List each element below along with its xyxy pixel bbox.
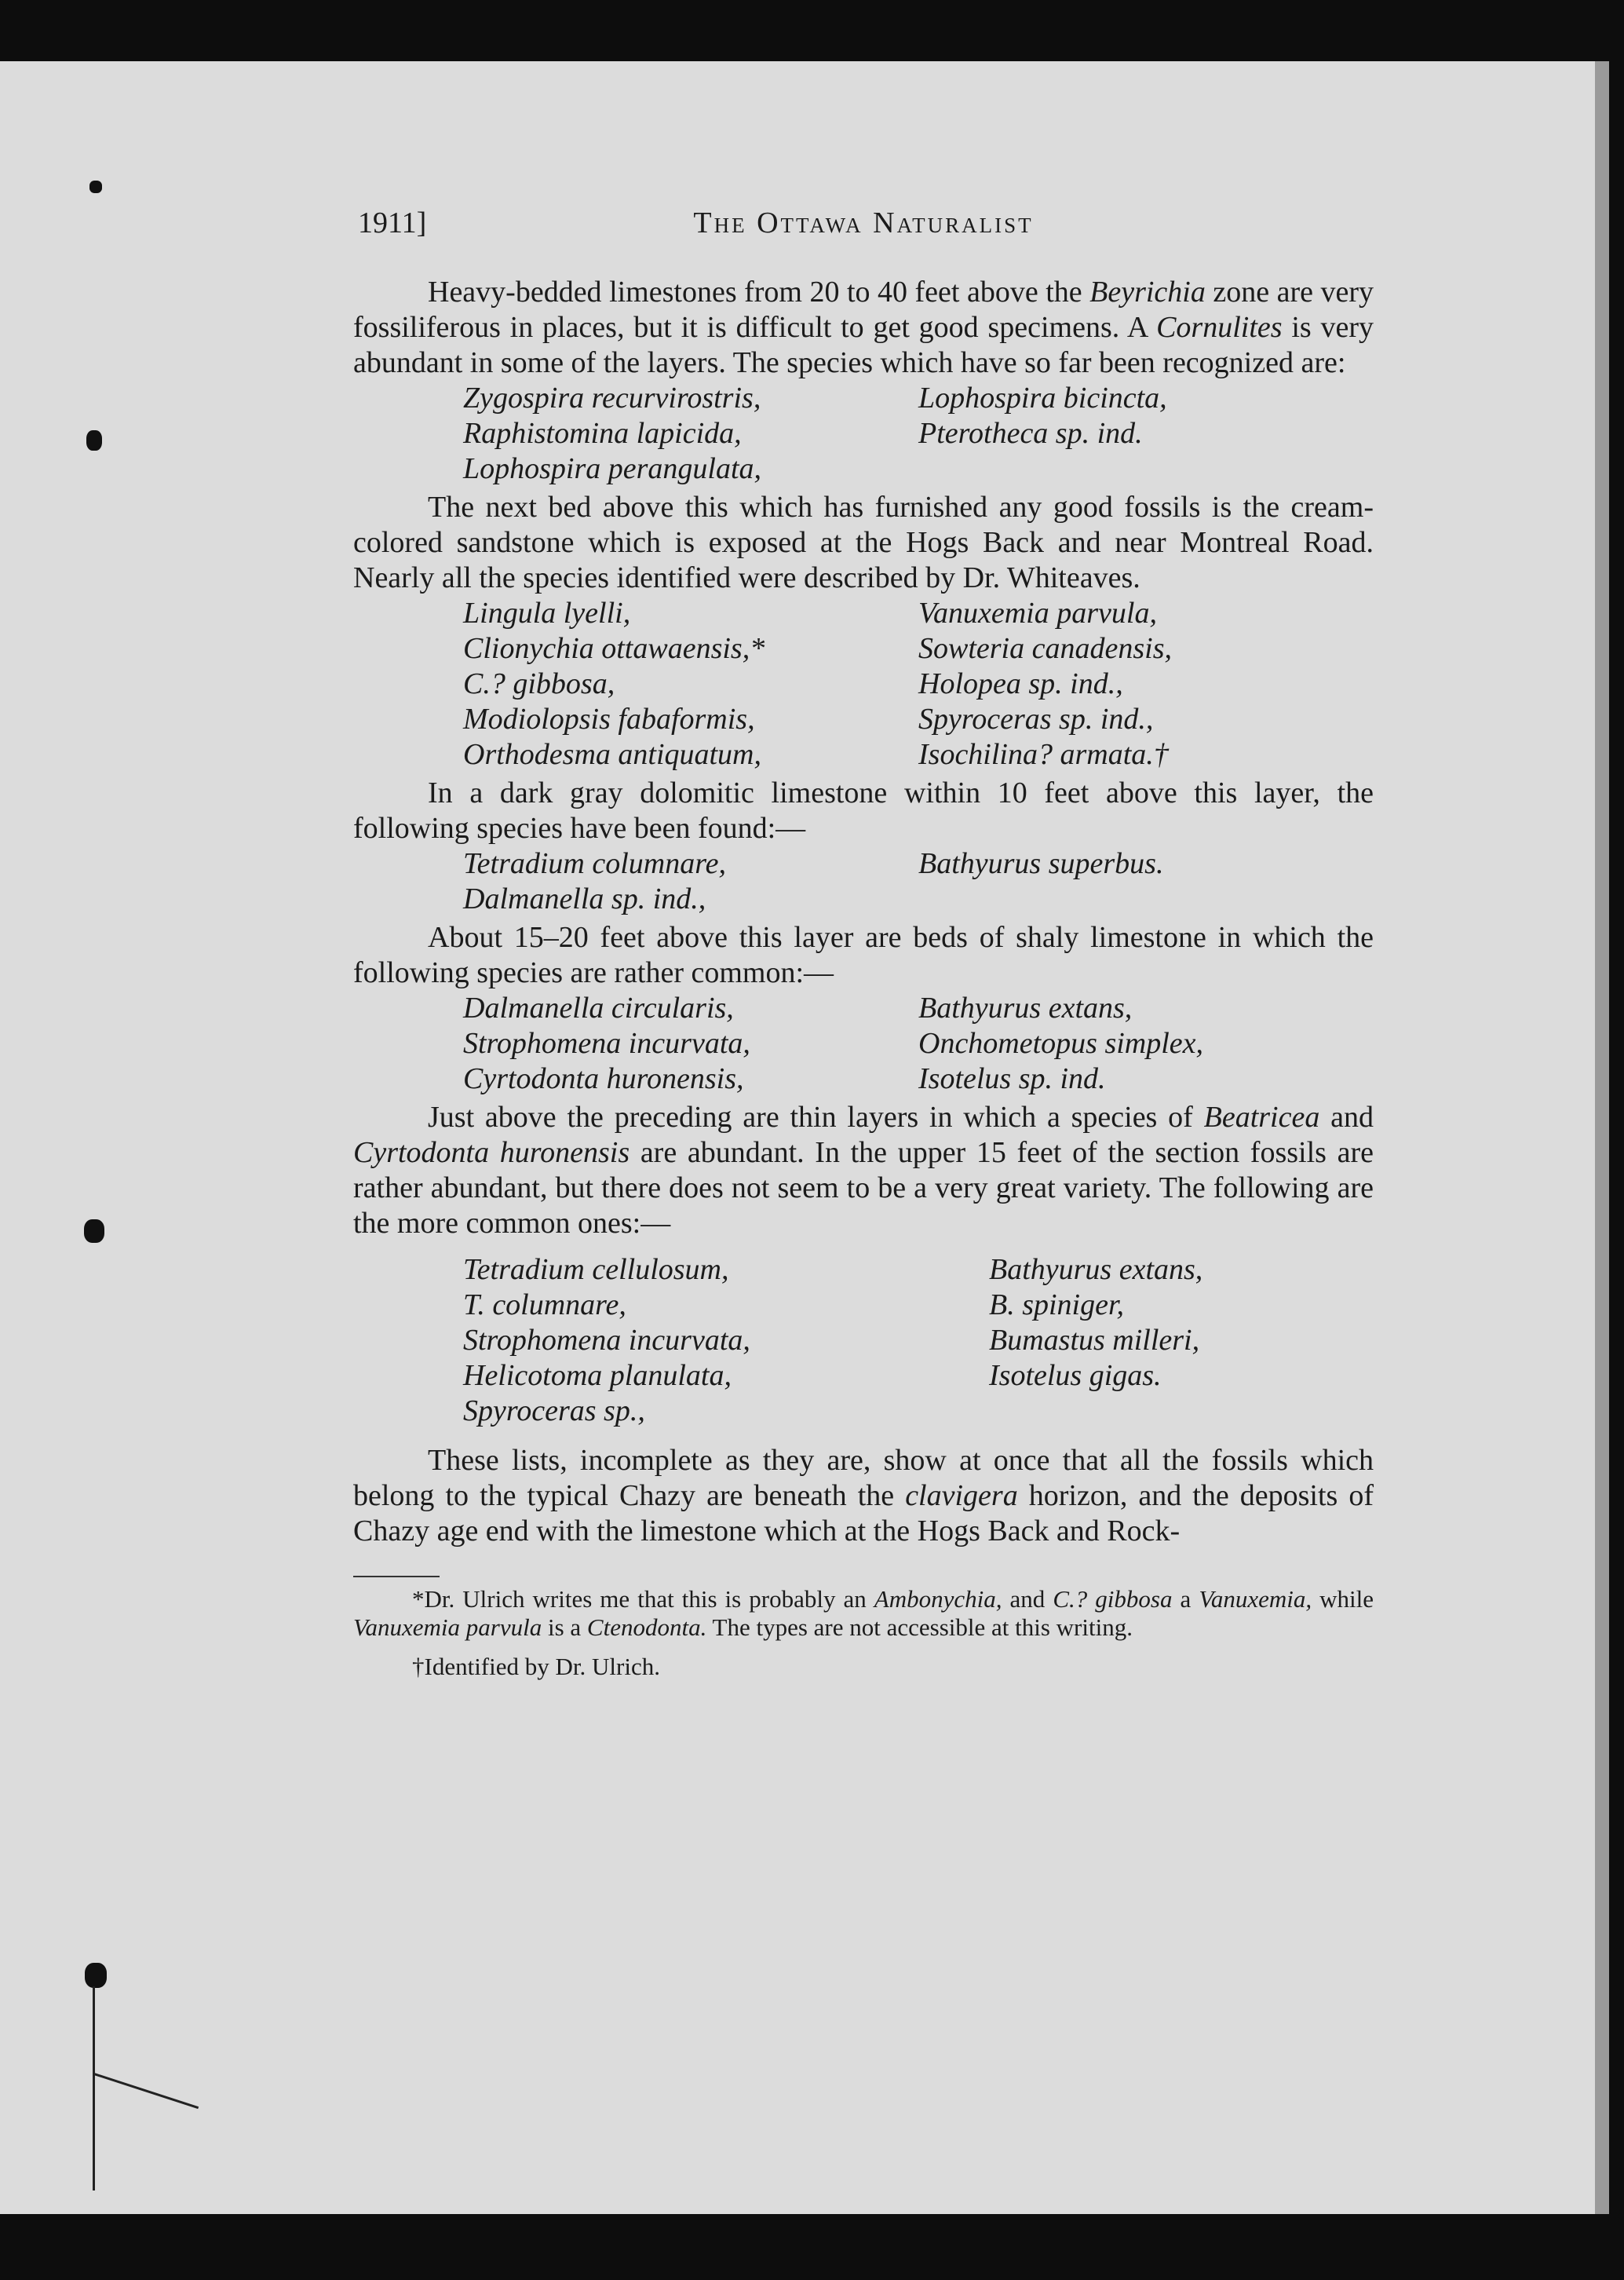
header-year: 1911]	[358, 206, 427, 239]
footnote-1: *Dr. Ulrich writes me that this is probably an Ambonychia, and C.? gibbosa a Vanuxemia, while Vanuxemia parvula is a Ctenodonta. The types are not accessible at this writing.	[353, 1585, 1374, 1641]
running-header	[353, 206, 1374, 253]
species-list-4: Dalmanella circularis, Bathyurus extans, Strophomena incurvata, Onchometopus simplex, Cyrtodonta huronensis, Isotelus sp. ind.	[463, 992, 1204, 1095]
binding-mark	[89, 181, 102, 193]
page-edge	[1595, 61, 1609, 2214]
paragraph-4: About 15–20 feet above this layer are beds of shaly limestone in which the following species are rather common:—	[353, 921, 1374, 989]
binding-mark	[85, 1963, 107, 1988]
paragraph-5: Just above the preceding are thin layers in which a species of Beatricea and Cyrtodonta huronensis are abundant. In the upper 15 feet of the section fossils are rather abundant, but there does not seem to be a very great variety. The following are the more common ones:—	[353, 1101, 1374, 1240]
footnote-rule	[353, 1576, 440, 1577]
binding-mark	[84, 1219, 104, 1243]
paragraph-2: The next bed above this which has furnished any good fossils is the cream-colored sandstone which is exposed at the Hogs Back and near Montreal Road. Nearly all the species identified were described by Dr. Whiteaves.	[353, 491, 1374, 594]
binding-mark	[86, 430, 102, 451]
page-content	[353, 206, 1374, 1681]
species-list-5: Tetradium cellulosum, Bathyurus extans, T. columnare, B. spiniger, Strophomena incurvata, Bumastus milleri, Helicotoma planulata, Isotelus gigas. Spyroceras sp.,	[463, 1253, 1203, 1427]
footnote-2: †Identified by Dr. Ulrich.	[412, 1653, 660, 1680]
paragraph-1: Heavy-bedded limestones from 20 to 40 feet above the Beyrichia zone are very fossiliferous in places, but it is difficult to get good specimens. A Cornulites is very abundant in some of the layers. The species which have so far been recognized are:	[353, 276, 1374, 379]
binding-thread	[93, 1986, 95, 2190]
header-title: The Ottawa Naturalist	[693, 206, 1034, 239]
species-list-2: Lingula lyelli, Vanuxemia parvula, Clionychia ottawaensis,* Sowteria canadensis, C.? gibbosa, Holopea sp. ind., Modiolopsis fabaformis, Spyroceras sp. ind., Orthodesma antiquatum, Isochilina? armata.†	[463, 597, 1172, 771]
species-list-1: Zygospira recurvirostris, Lophospira bicincta, Raphistomina lapicida, Pterotheca sp. ind. Lophospira perangulata,	[463, 382, 1167, 485]
species-list-3: Tetradium columnare, Bathyurus superbus. Dalmanella sp. ind.,	[463, 847, 1164, 915]
paragraph-6: These lists, incomplete as they are, show at once that all the fossils which belong to the typical Chazy are beneath the clavigera horizon, and the deposits of Chazy age end with the limestone which at the Hogs Back and Rock-	[353, 1444, 1374, 1547]
paragraph-3: In a dark gray dolomitic limestone within 10 feet above this layer, the following species have been found:—	[353, 776, 1374, 845]
